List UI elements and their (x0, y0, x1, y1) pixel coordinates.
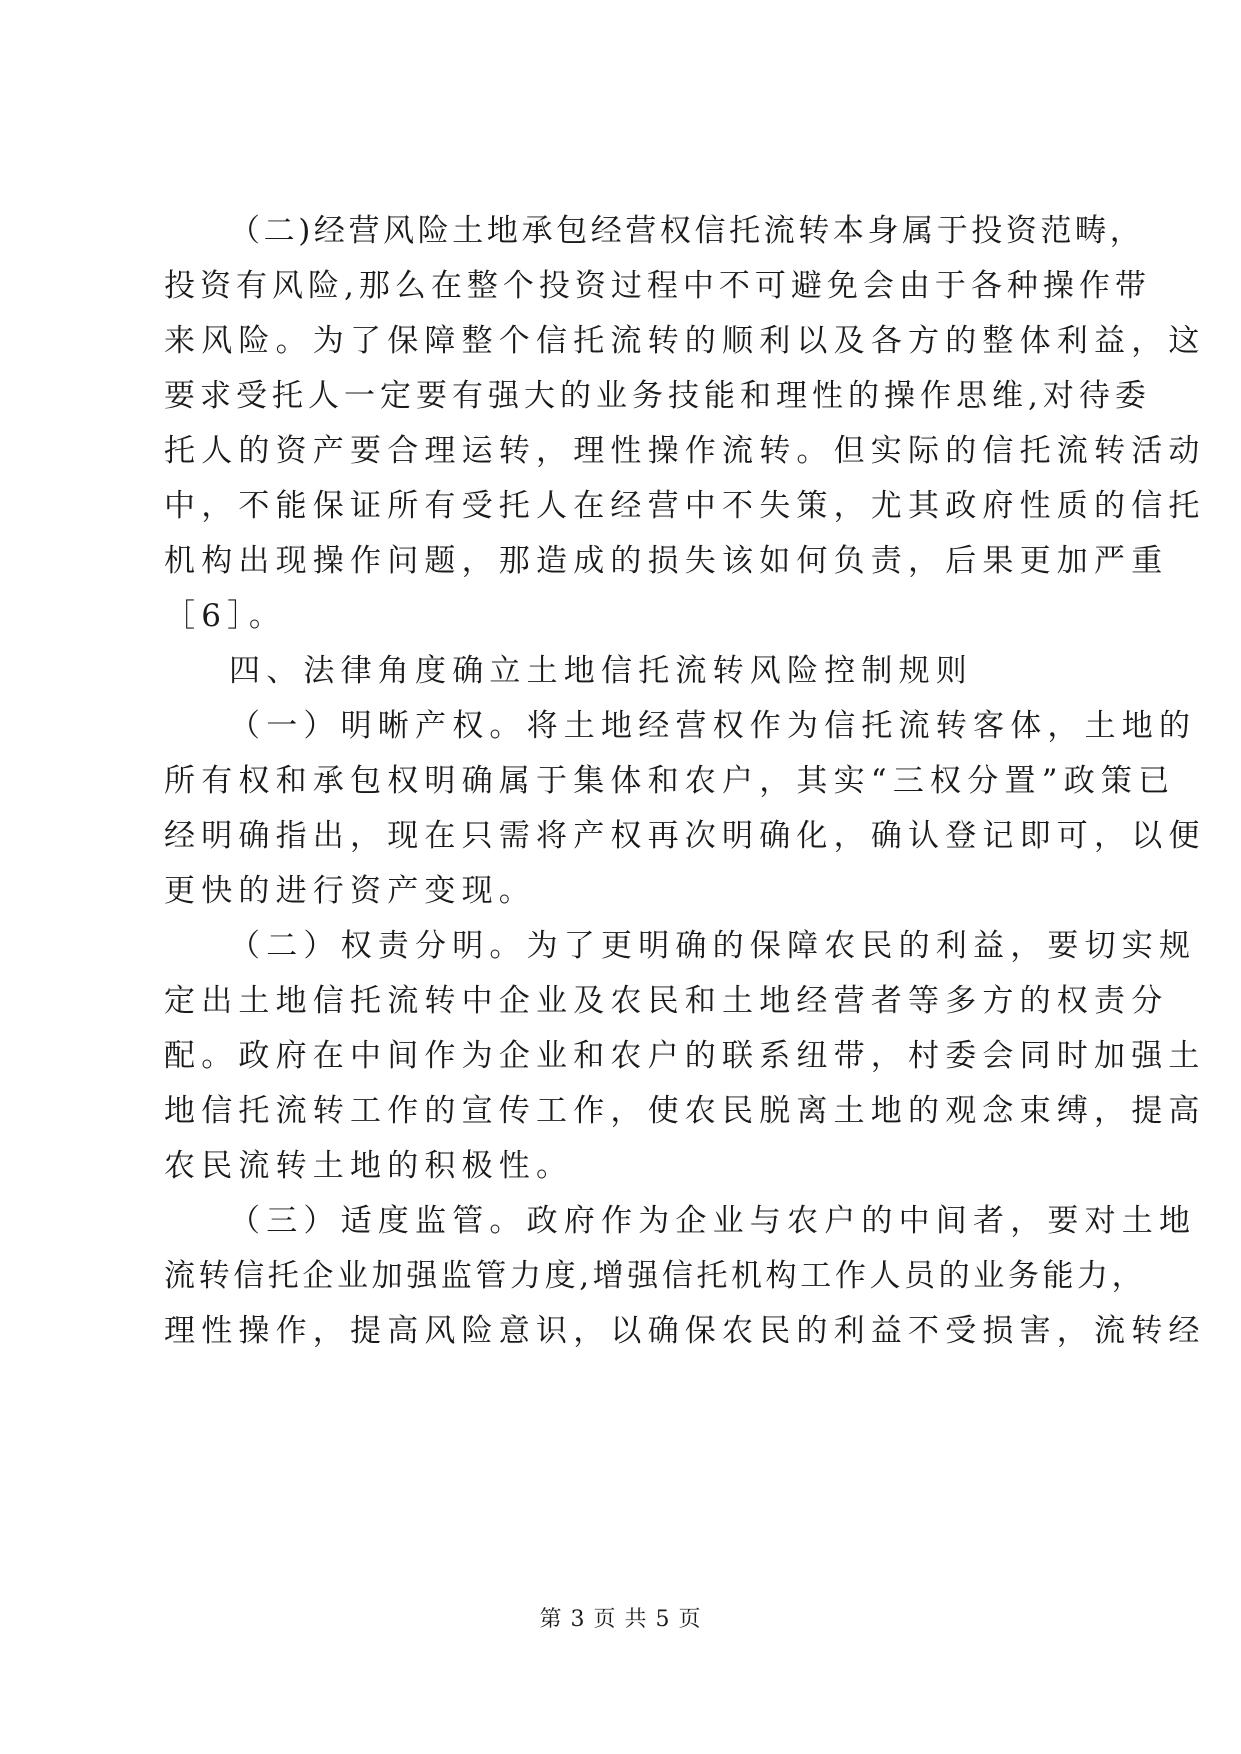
paragraph-line: 农民流转土地的积极性。 (164, 1148, 574, 1184)
citation-line: ［6］。 (164, 598, 287, 634)
paragraph-line: 中，不能保证所有受托人在经营中不失策，尤其政府性质的信托 (164, 488, 1206, 524)
paragraph-line: 更快的进行资产变现。 (164, 873, 536, 909)
paragraph-line: 流转信托企业加强监管力度,增强信托机构工作人员的业务能力， (164, 1258, 1147, 1294)
paragraph-line: 所有权和承包权明确属于集体和农户，其实“三权分置”政策已 (164, 763, 1176, 799)
paragraph-line: （一）明晰产权。将土地经营权作为信托流转客体，土地的 (229, 708, 1197, 744)
section-heading: 四、法律角度确立土地信托流转风险控制规则 (229, 653, 973, 689)
paragraph-line: 投资有风险,那么在整个投资过程中不可避免会由于各种操作带 (164, 268, 1151, 304)
paragraph-line: （二)经营风险土地承包经营权信托流转本身属于投资范畴， (229, 213, 1145, 249)
paragraph-line: （二）权责分明。为了更明确的保障农民的利益，要切实规 (229, 928, 1197, 964)
paragraph-line: 理性操作，提高风险意识，以确保农民的利益不受损害，流转经 (164, 1313, 1206, 1349)
paragraph-line: 要求受托人一定要有强大的业务技能和理性的操作思维,对待委 (164, 378, 1151, 414)
paragraph-line: 经明确指出，现在只需将产权再次明确化，确认登记即可，以便 (164, 818, 1206, 854)
page-footer: 第 3 页 共 5 页 (539, 1607, 702, 1632)
paragraph-line: 来风险。为了保障整个信托流转的顺利以及各方的整体利益，这 (164, 323, 1206, 359)
paragraph-line: 定出土地信托流转中企业及农民和土地经营者等多方的权责分 (164, 983, 1169, 1019)
paragraph-line: 机构出现操作问题，那造成的损失该如何负责，后果更加严重 (164, 543, 1169, 579)
paragraph-line: 配。政府在中间作为企业和农户的联系纽带，村委会同时加强土 (164, 1038, 1206, 1074)
paragraph-line: （三）适度监管。政府作为企业与农户的中间者，要对土地 (229, 1203, 1197, 1239)
paragraph-line: 托人的资产要合理运转，理性操作流转。但实际的信托流转活动 (164, 433, 1206, 469)
paragraph-line: 地信托流转工作的宣传工作，使农民脱离土地的观念束缚，提高 (164, 1093, 1206, 1129)
